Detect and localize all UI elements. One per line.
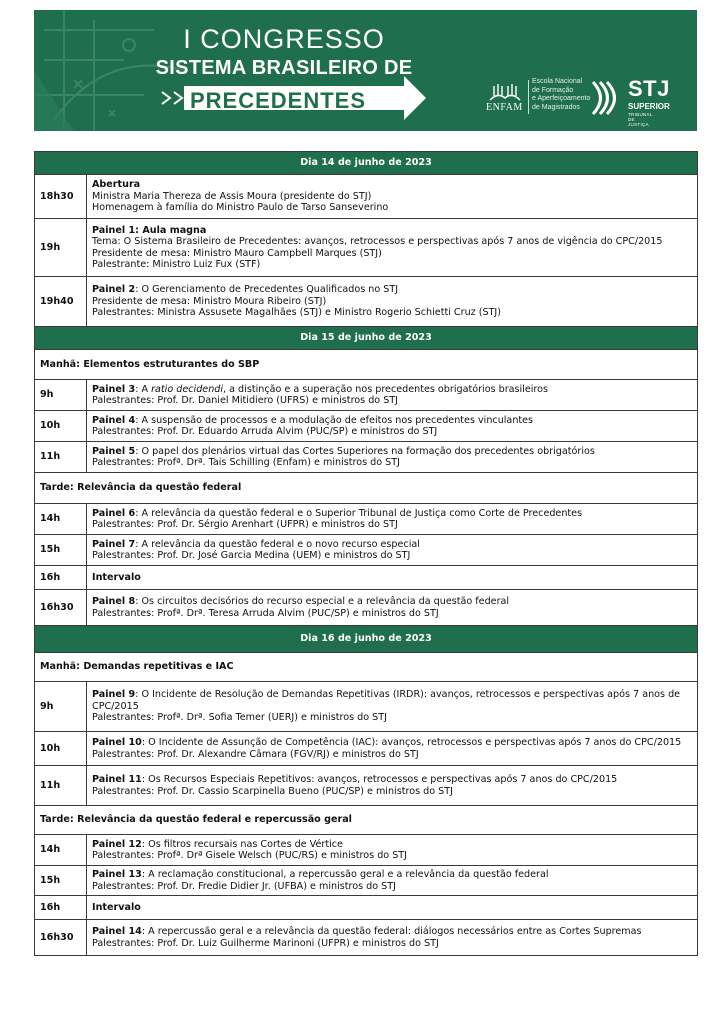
section-heading: Tarde: Relevância da questão federal bbox=[35, 473, 698, 504]
schedule-row bbox=[35, 732, 698, 766]
time-cell: 15h bbox=[35, 535, 87, 566]
schedule-row bbox=[35, 835, 698, 866]
schedule-row bbox=[35, 566, 698, 590]
time-cell: 16h bbox=[35, 566, 87, 590]
enfam-divider bbox=[528, 80, 529, 114]
event-line: Palestrantes: Prof. Dr. Fredie Didier Jr. (UFBA) e ministros do STJ bbox=[92, 880, 396, 892]
event-cell: Painel 9: O Incidente de Resolução de Demandas Repetitivas (IRDR): avanços, retrocessos e perspectivas após 7 anos de CPC/2015 Palestrantes: Profª. Drª. Sofia Temer (UERJ) e ministros do STJ bbox=[87, 682, 698, 732]
time-cell: 16h30 bbox=[35, 920, 87, 956]
panel-label: Painel 14 bbox=[92, 926, 142, 938]
schedule-row bbox=[35, 920, 698, 956]
panel-label: Painel 11 bbox=[92, 774, 142, 786]
panel-text: : O Gerenciamento de Precedentes Qualificados no STJ bbox=[135, 284, 399, 296]
section-heading: Manhã: Demandas repetitivas e IAC bbox=[35, 653, 698, 682]
time-cell: 11h bbox=[35, 766, 87, 806]
banner-title-line2: SISTEMA BRASILEIRO DE bbox=[155, 57, 413, 79]
event-line: Palestrantes: Profª. Drª. Teresa Arruda Alvim (PUC/SP) e ministros do STJ bbox=[92, 607, 439, 619]
event-line: Homenagem à família do Ministro Paulo de Tarso Sanseverino bbox=[92, 202, 389, 214]
panel-label: Painel 5 bbox=[92, 445, 136, 457]
panel-label: Painel 10 bbox=[92, 737, 142, 749]
enfam-book-icon bbox=[486, 80, 524, 104]
event-line: Palestrantes: Profª. Drª. Sofia Temer (UERJ) e ministros do STJ bbox=[92, 712, 387, 724]
panel-label: Painel 8 bbox=[92, 596, 136, 608]
event-cell: Painel 5: O papel dos plenários virtual das Cortes Superiores na formação dos precedentes obrigatórios Palestrantes: Profª. Drª. Tais Schilling (Enfam) e ministros do STJ bbox=[87, 442, 698, 473]
panel-label: Painel 2 bbox=[92, 284, 136, 296]
banner-title-line1: I CONGRESSO bbox=[183, 24, 385, 54]
section-row bbox=[35, 806, 698, 835]
event-cell: Painel 13: A reclamação constitucional, a repercussão geral e a relevância da questão federal Palestrantes: Prof. Dr. Fredie Didier Jr. (UFBA) e ministros do STJ bbox=[87, 866, 698, 896]
event-line: Palestrantes: Prof. Dr. Alexandre Câmara (FGV/RJ) e ministros do STJ bbox=[92, 748, 419, 760]
time-cell: 16h bbox=[35, 896, 87, 920]
schedule-row bbox=[35, 535, 698, 566]
schedule-row bbox=[35, 380, 698, 411]
panel-label: Painel 7 bbox=[92, 538, 136, 550]
event-line: Presidente de mesa: Ministro Moura Ribeiro (STJ) bbox=[92, 295, 327, 307]
event-cell: Painel 14: A repercussão geral e a relevância da questão federal: diálogos necessários entre as Cortes Supremas Palestrantes: Prof. Dr. Luiz Guilherme Marinoni (UFPR) e ministros do STJ bbox=[87, 920, 698, 956]
panel-label: Painel 3 bbox=[92, 383, 136, 395]
time-cell: 14h bbox=[35, 835, 87, 866]
time-cell: 10h bbox=[35, 732, 87, 766]
stj-wordmark: STJ bbox=[628, 76, 670, 101]
event-line: Presidente de mesa: Ministro Mauro Campbell Marques (STJ) bbox=[92, 247, 382, 259]
event-cell bbox=[87, 175, 698, 219]
event-cell: Intervalo bbox=[87, 896, 698, 920]
schedule-row bbox=[35, 411, 698, 442]
schedule-row bbox=[35, 896, 698, 920]
day-header-row bbox=[35, 152, 698, 175]
time-cell: 10h bbox=[35, 411, 87, 442]
day-header: Dia 14 de junho de 2023 bbox=[35, 152, 698, 175]
event-cell: Painel 6: A relevância da questão federal e o Superior Tribunal de Justiça como Corte de Precedentes Palestrantes: Prof. Dr. Sérgio Arenhart (UFPR) e ministros do STJ bbox=[87, 504, 698, 535]
panel-label: Painel 9 bbox=[92, 689, 136, 701]
stj-subtitle-small: TRIBUNAL DE JUSTIÇA bbox=[628, 112, 653, 127]
schedule-table bbox=[34, 151, 698, 956]
event-cell: Intervalo bbox=[87, 566, 698, 590]
panel-label: Painel 6 bbox=[92, 507, 136, 519]
event-line: Ministra Maria Thereza de Assis Moura (presidente do STJ) bbox=[92, 190, 372, 202]
panel-label: Painel 13 bbox=[92, 869, 142, 881]
day-header-row bbox=[35, 626, 698, 653]
event-cell: Painel 4: A suspensão de processos e a modulação de efeitos nos precedentes vinculantes Palestrantes: Prof. Dr. Eduardo Arruda Alvim (PUC/SP) e ministros do STJ bbox=[87, 411, 698, 442]
time-cell: 9h bbox=[35, 682, 87, 732]
day-header-row bbox=[35, 327, 698, 350]
time-cell: 19h40 bbox=[35, 277, 87, 327]
schedule-row bbox=[35, 175, 698, 219]
schedule-row bbox=[35, 442, 698, 473]
schedule-row bbox=[35, 219, 698, 277]
schedule-row bbox=[35, 766, 698, 806]
section-heading: Manhã: Elementos estruturantes do SBP bbox=[35, 350, 698, 380]
panel-label: Painel 4 bbox=[92, 414, 136, 426]
day-header: Dia 16 de junho de 2023 bbox=[35, 626, 698, 653]
schedule-row bbox=[35, 866, 698, 896]
schedule-row bbox=[35, 682, 698, 732]
section-row bbox=[35, 653, 698, 682]
schedule-row bbox=[35, 504, 698, 535]
time-cell: 15h bbox=[35, 866, 87, 896]
event-cell: Painel 10: O Incidente de Assunção de Competência (IAC): avanços, retrocessos e perspectivas após 7 anos do CPC/2015 Palestrantes: Prof. Dr. Alexandre Câmara (FGV/RJ) e ministros do STJ bbox=[87, 732, 698, 766]
time-cell: 11h bbox=[35, 442, 87, 473]
header-banner bbox=[34, 10, 697, 131]
event-cell: Painel 12: Os filtros recursais nas Cortes de Vértice Palestrantes: Profª. Drª Gisele Welsch (PUC/RS) e ministros do STJ bbox=[87, 835, 698, 866]
event-line: Palestrantes: Profª. Drª Gisele Welsch (PUC/RS) e ministros do STJ bbox=[92, 850, 407, 861]
event-line: Palestrantes: Prof. Dr. Eduardo Arruda Alvim (PUC/SP) e ministros do STJ bbox=[92, 426, 438, 437]
section-row bbox=[35, 350, 698, 380]
event-line: Palestrantes: Prof. Dr. Daniel Mitidiero (UFRS) e ministros do STJ bbox=[92, 395, 399, 406]
time-cell: 14h bbox=[35, 504, 87, 535]
event-line: Palestrantes: Prof. Dr. Sérgio Arenhart (UFPR) e ministros do STJ bbox=[92, 519, 398, 530]
event-line: Palestrantes: Profª. Drª. Tais Schilling (Enfam) e ministros do STJ bbox=[92, 457, 400, 468]
enfam-wordmark: ENFAM bbox=[486, 102, 523, 113]
event-cell bbox=[87, 219, 698, 277]
event-cell bbox=[87, 277, 698, 327]
event-cell: Painel 7: A relevância da questão federal e o novo recurso especial Palestrantes: Prof. Dr. José Garcia Medina (UEM) e ministros do STJ bbox=[87, 535, 698, 566]
section-row bbox=[35, 473, 698, 504]
italic-term: ratio decidendi bbox=[151, 383, 224, 395]
event-line: Palestrante: Ministro Luiz Fux (STF) bbox=[92, 258, 261, 270]
event-line: Palestrantes: Prof. Dr. Cassio Scarpinella Bueno (PUC/SP) e ministros do STJ bbox=[92, 785, 453, 797]
schedule-row bbox=[35, 277, 698, 327]
stj-emblem-icon bbox=[590, 80, 624, 116]
event-cell: Painel 3: A ratio decidendi, a distinção e a superação nos precedentes obrigatórios brasileiros Palestrantes: Prof. Dr. Daniel Mitidiero (UFRS) e ministros do STJ bbox=[87, 380, 698, 411]
section-heading: Tarde: Relevância da questão federal e repercussão geral bbox=[35, 806, 698, 835]
stj-subtitle: SUPERIOR bbox=[628, 102, 670, 111]
time-cell: 18h30 bbox=[35, 175, 87, 219]
enfam-description: Escola Nacional de Formação e Aperfeiçoamento de Magistrados bbox=[532, 78, 591, 111]
banner-title-line3: PRECEDENTES bbox=[190, 88, 367, 113]
event-line: Tema: O Sistema Brasileiro de Precedentes: avanços, retrocessos e perspectivas após 7 anos de vigência do CPC/2015 bbox=[92, 236, 663, 248]
event-line: Palestrantes: Prof. Dr. José Garcia Medina (UEM) e ministros do STJ bbox=[92, 550, 411, 561]
event-cell: Painel 11: Os Recursos Especiais Repetitivos: avanços, retrocessos e perspectivas após 7 anos do CPC/2015 Palestrantes: Prof. Dr. Cassio Scarpinella Bueno (PUC/SP) e ministros do STJ bbox=[87, 766, 698, 806]
event-title: Painel 1: Aula magna bbox=[92, 224, 207, 236]
time-cell: 9h bbox=[35, 380, 87, 411]
event-line: Palestrantes: Ministra Assusete Magalhães (STJ) e Ministro Rogerio Schietti Cruz (STJ) bbox=[92, 307, 502, 319]
schedule-row bbox=[35, 590, 698, 626]
event-line: Palestrantes: Prof. Dr. Luiz Guilherme Marinoni (UFPR) e ministros do STJ bbox=[92, 937, 439, 949]
day-header: Dia 15 de junho de 2023 bbox=[35, 327, 698, 350]
panel-label: Painel 12 bbox=[92, 838, 142, 850]
event-title: Abertura bbox=[92, 179, 141, 191]
event-cell: Painel 8: Os circuitos decisórios do recurso especial e a relevância da questão federal Palestrantes: Profª. Drª. Teresa Arruda Alvim (PUC/SP) e ministros do STJ bbox=[87, 590, 698, 626]
time-cell: 19h bbox=[35, 219, 87, 277]
time-cell: 16h30 bbox=[35, 590, 87, 626]
